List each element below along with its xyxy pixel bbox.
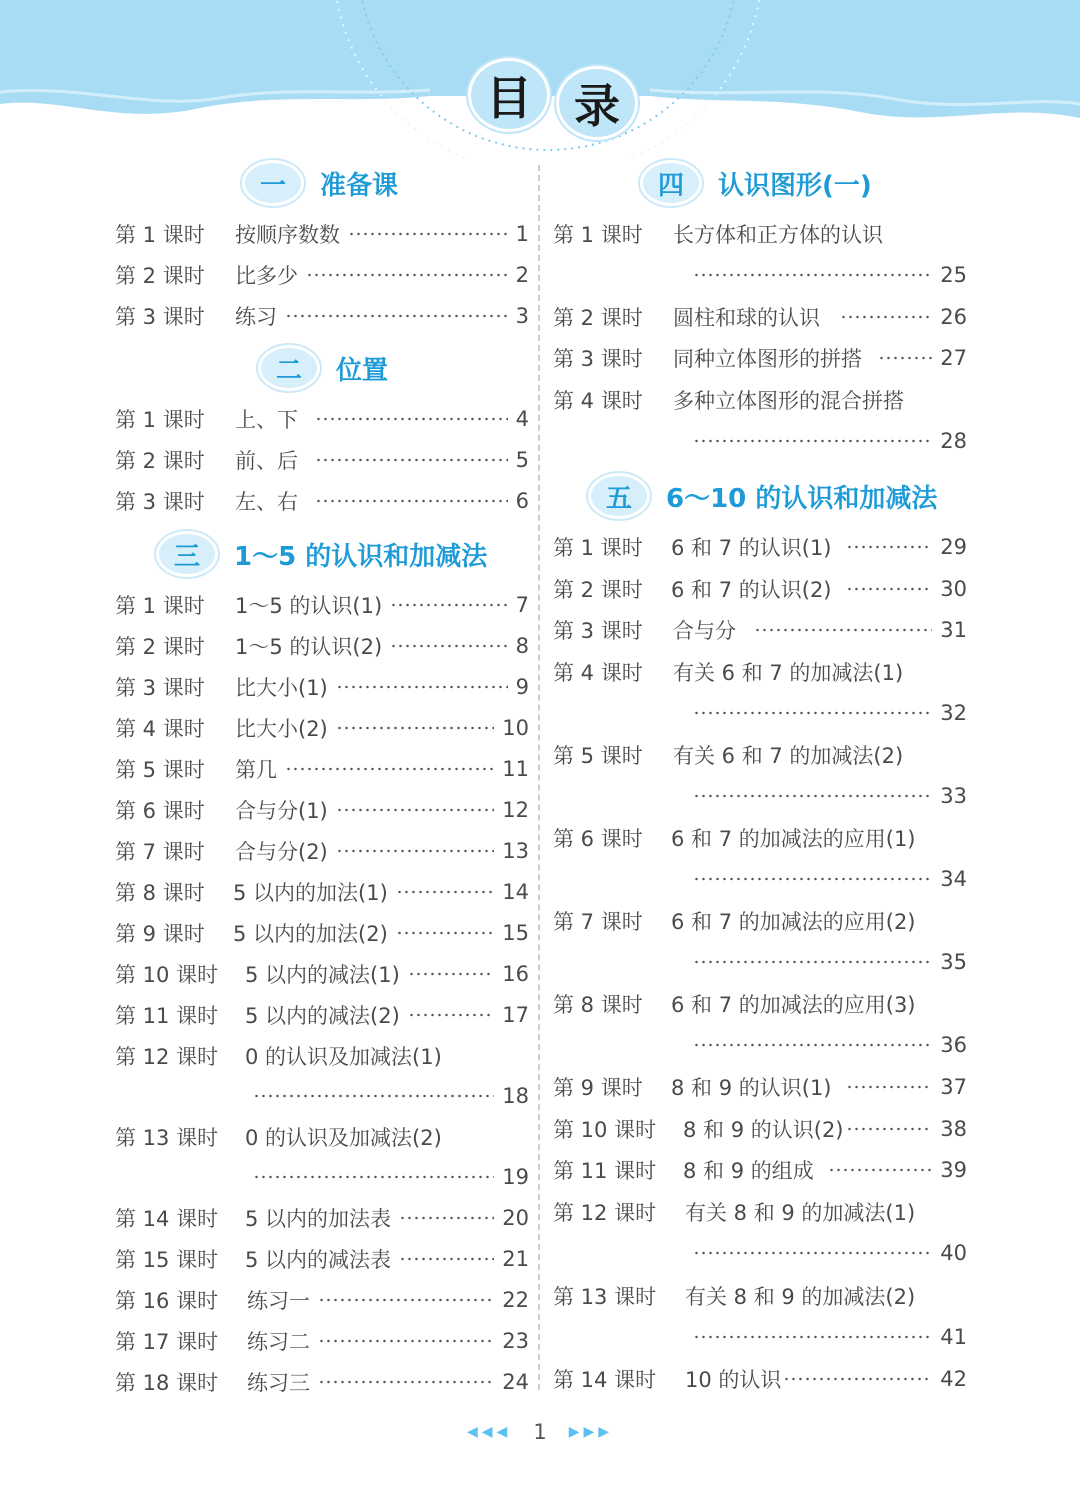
dot-leader bbox=[693, 960, 932, 964]
topic-label: 有关 6 和 7 的加减法(1) bbox=[673, 661, 904, 685]
topic-label: 前、后 bbox=[235, 449, 298, 473]
page-number: 31 bbox=[940, 618, 967, 642]
toc-entry[interactable] bbox=[115, 958, 529, 990]
toc-entry-continuation[interactable] bbox=[685, 1029, 967, 1061]
section-header-5 bbox=[588, 471, 937, 521]
toc-entry-continuation[interactable] bbox=[245, 1161, 529, 1193]
toc-entry[interactable] bbox=[553, 301, 967, 333]
footer-page-number: 1 bbox=[533, 1420, 547, 1444]
toc-entry-continuation[interactable] bbox=[685, 1321, 967, 1353]
dot-leader bbox=[408, 1013, 494, 1017]
dot-leader bbox=[306, 273, 508, 277]
toc-entry[interactable] bbox=[115, 1325, 529, 1357]
toc-entry[interactable] bbox=[553, 218, 967, 250]
title-char-lu: 录 bbox=[556, 66, 638, 140]
page-number: 32 bbox=[940, 701, 967, 725]
page-number: 17 bbox=[502, 1003, 529, 1027]
toc-entry[interactable] bbox=[553, 342, 967, 374]
topic-label: 1～5 的认识(2) bbox=[235, 635, 383, 659]
dot-leader bbox=[846, 1085, 933, 1089]
lesson-label: 第 16 课时 bbox=[115, 1289, 219, 1313]
lesson-label: 第 4 课时 bbox=[553, 389, 643, 413]
page-number: 14 bbox=[502, 880, 529, 904]
page-number: 42 bbox=[940, 1367, 967, 1391]
section-header-1 bbox=[242, 158, 398, 208]
dot-leader bbox=[828, 1168, 933, 1172]
page-number: 36 bbox=[940, 1033, 967, 1057]
column-divider bbox=[538, 165, 540, 1390]
lesson-label: 第 2 课时 bbox=[115, 264, 205, 288]
page-number: 23 bbox=[502, 1329, 529, 1353]
dot-leader bbox=[336, 808, 495, 812]
toc-entry[interactable] bbox=[115, 630, 529, 662]
toc-entry[interactable] bbox=[115, 300, 529, 332]
dot-leader bbox=[693, 877, 932, 881]
toc-entry[interactable] bbox=[115, 1202, 529, 1234]
toc-entry[interactable] bbox=[553, 988, 967, 1020]
topic-label: 第几 bbox=[235, 758, 277, 782]
toc-entry-continuation[interactable] bbox=[685, 1237, 967, 1269]
toc-entry[interactable] bbox=[115, 835, 529, 867]
lesson-label: 第 6 课时 bbox=[553, 827, 643, 851]
topic-label: 5 以内的减法(1) bbox=[245, 963, 400, 987]
toc-entry-continuation[interactable] bbox=[685, 780, 967, 812]
topic-label: 6 和 7 的加减法的应用(1) bbox=[671, 827, 916, 851]
page-number: 27 bbox=[940, 346, 967, 370]
page-number: 37 bbox=[940, 1075, 967, 1099]
lesson-label: 第 5 课时 bbox=[553, 744, 643, 768]
toc-entry[interactable] bbox=[115, 794, 529, 826]
toc-entry[interactable] bbox=[553, 1280, 967, 1312]
lesson-label: 第 8 课时 bbox=[553, 993, 643, 1017]
toc-entry[interactable] bbox=[115, 589, 529, 621]
section-title: 1～5 的认识和加减法 bbox=[234, 541, 488, 572]
page-number: 18 bbox=[502, 1084, 529, 1108]
topic-label: 练习二 bbox=[247, 1330, 310, 1354]
topic-label: 0 的认识及加减法(2) bbox=[245, 1126, 442, 1150]
page-number: 28 bbox=[940, 429, 967, 453]
section-title: 认识图形(一) bbox=[718, 170, 872, 201]
lesson-label: 第 18 课时 bbox=[115, 1371, 219, 1395]
page-number: 16 bbox=[502, 962, 529, 986]
page-number: 12 bbox=[502, 798, 529, 822]
section-badge: 五 bbox=[588, 473, 650, 519]
lesson-label: 第 10 课时 bbox=[553, 1118, 657, 1142]
dot-leader bbox=[336, 726, 495, 730]
toc-entry[interactable] bbox=[115, 1243, 529, 1275]
topic-label: 6 和 7 的加减法的应用(3) bbox=[671, 993, 916, 1017]
page-number: 26 bbox=[940, 305, 967, 329]
toc-entry[interactable] bbox=[553, 614, 967, 646]
lesson-label: 第 14 课时 bbox=[553, 1368, 657, 1392]
toc-entry[interactable] bbox=[115, 485, 529, 517]
dot-leader bbox=[693, 1043, 932, 1047]
page-number: 11 bbox=[502, 757, 529, 781]
lesson-label: 第 2 课时 bbox=[553, 306, 643, 330]
page-number: 41 bbox=[940, 1325, 967, 1349]
topic-label: 5 以内的减法(2) bbox=[245, 1004, 400, 1028]
topic-label: 6 和 7 的认识(1) bbox=[671, 536, 832, 560]
dot-leader bbox=[390, 603, 507, 607]
topic-label: 同种立体图形的拼搭 bbox=[673, 347, 862, 371]
lesson-label: 第 3 课时 bbox=[553, 347, 643, 371]
lesson-label: 第 3 课时 bbox=[115, 490, 205, 514]
topic-label: 有关 6 和 7 的加减法(2) bbox=[673, 744, 904, 768]
lesson-label: 第 8 课时 bbox=[115, 881, 205, 905]
section-header-2 bbox=[258, 343, 388, 393]
topic-label: 8 和 9 的组成 bbox=[683, 1159, 814, 1183]
lesson-label: 第 1 课时 bbox=[553, 223, 643, 247]
toc-entry[interactable] bbox=[553, 531, 967, 563]
topic-label: 10 的认识 bbox=[685, 1368, 782, 1392]
dot-leader bbox=[846, 1127, 933, 1131]
lesson-label: 第 5 课时 bbox=[115, 758, 205, 782]
dot-leader bbox=[754, 628, 932, 632]
topic-label: 比多少 bbox=[235, 264, 298, 288]
topic-label: 5 以内的减法表 bbox=[245, 1248, 392, 1272]
dot-leader bbox=[390, 644, 507, 648]
page-number: 29 bbox=[940, 535, 967, 559]
toc-entry[interactable] bbox=[115, 1121, 529, 1153]
section-header-3 bbox=[156, 529, 487, 579]
toc-entry-continuation[interactable] bbox=[685, 697, 967, 729]
toc-entry-continuation[interactable] bbox=[685, 259, 967, 291]
lesson-label: 第 11 课时 bbox=[115, 1004, 219, 1028]
page-number: 35 bbox=[940, 950, 967, 974]
topic-label: 合与分(2) bbox=[235, 840, 328, 864]
dot-leader bbox=[315, 417, 508, 421]
toc-entry[interactable] bbox=[115, 712, 529, 744]
section-title: 6～10 的认识和加减法 bbox=[666, 483, 938, 514]
page-number: 7 bbox=[515, 593, 529, 617]
lesson-label: 第 3 课时 bbox=[115, 305, 205, 329]
section-badge: 一 bbox=[242, 160, 304, 206]
topic-label: 合与分(1) bbox=[235, 799, 328, 823]
dot-leader bbox=[783, 1377, 932, 1381]
dot-leader bbox=[846, 545, 933, 549]
page-number: 13 bbox=[502, 839, 529, 863]
topic-label: 合与分 bbox=[673, 619, 736, 643]
topic-label: 6 和 7 的加减法的应用(2) bbox=[671, 910, 916, 934]
topic-label: 练习 bbox=[235, 305, 277, 329]
page-number: 38 bbox=[940, 1117, 967, 1141]
lesson-label: 第 2 课时 bbox=[115, 449, 205, 473]
topic-label: 有关 8 和 9 的加减法(2) bbox=[685, 1285, 916, 1309]
page-number: 4 bbox=[515, 407, 529, 431]
lesson-label: 第 1 课时 bbox=[553, 536, 643, 560]
page-footer bbox=[0, 1416, 1080, 1448]
dot-leader bbox=[396, 931, 494, 935]
toc-entry[interactable] bbox=[115, 218, 529, 250]
lesson-label: 第 2 课时 bbox=[553, 578, 643, 602]
topic-label: 有关 8 和 9 的加减法(1) bbox=[685, 1201, 916, 1225]
lesson-label: 第 15 课时 bbox=[115, 1248, 219, 1272]
dot-leader bbox=[285, 314, 508, 318]
lesson-label: 第 1 课时 bbox=[115, 223, 205, 247]
dot-leader bbox=[348, 232, 508, 236]
lesson-label: 第 11 课时 bbox=[553, 1159, 657, 1183]
page-number: 2 bbox=[515, 263, 529, 287]
section-badge: 四 bbox=[640, 160, 702, 206]
page-number: 5 bbox=[515, 448, 529, 472]
toc-entry[interactable] bbox=[553, 739, 967, 771]
toc-entry[interactable] bbox=[553, 1071, 967, 1103]
page-number: 39 bbox=[940, 1158, 967, 1182]
topic-label: 圆柱和球的认识 bbox=[673, 306, 820, 330]
toc-entry[interactable] bbox=[115, 999, 529, 1031]
topic-label: 按顺序数数 bbox=[235, 223, 340, 247]
lesson-label: 第 1 课时 bbox=[115, 408, 205, 432]
page-number: 1 bbox=[515, 222, 529, 246]
lesson-label: 第 3 课时 bbox=[553, 619, 643, 643]
page-number: 21 bbox=[502, 1247, 529, 1271]
lesson-label: 第 3 课时 bbox=[115, 676, 205, 700]
toc-entry[interactable] bbox=[115, 444, 529, 476]
page-number: 3 bbox=[515, 304, 529, 328]
page-number: 15 bbox=[502, 921, 529, 945]
page-number: 10 bbox=[502, 716, 529, 740]
section-badge: 二 bbox=[258, 345, 320, 391]
section-title: 准备课 bbox=[320, 170, 399, 201]
topic-label: 多种立体图形的混合拼搭 bbox=[673, 389, 904, 413]
toc-entry-continuation[interactable] bbox=[685, 425, 967, 457]
lesson-label: 第 13 课时 bbox=[115, 1126, 219, 1150]
page-number: 24 bbox=[502, 1370, 529, 1394]
topic-label: 左、右 bbox=[235, 490, 298, 514]
lesson-label: 第 12 课时 bbox=[115, 1045, 219, 1069]
topic-label: 比大小(1) bbox=[235, 676, 328, 700]
lesson-label: 第 7 课时 bbox=[553, 910, 643, 934]
lesson-label: 第 17 课时 bbox=[115, 1330, 219, 1354]
toc-entry[interactable] bbox=[553, 1154, 967, 1186]
lesson-label: 第 7 课时 bbox=[115, 840, 205, 864]
topic-label: 练习一 bbox=[247, 1289, 310, 1313]
dot-leader bbox=[315, 458, 508, 462]
toc-entry[interactable] bbox=[115, 876, 529, 908]
topic-label: 0 的认识及加减法(1) bbox=[245, 1045, 442, 1069]
toc-entry[interactable] bbox=[553, 656, 967, 688]
page-number: 19 bbox=[502, 1165, 529, 1189]
toc-entry[interactable] bbox=[553, 822, 967, 854]
topic-label: 5 以内的加法(2) bbox=[233, 922, 388, 946]
lesson-label: 第 2 课时 bbox=[115, 635, 205, 659]
lesson-label: 第 14 课时 bbox=[115, 1207, 219, 1231]
page-number: 20 bbox=[502, 1206, 529, 1230]
arrow-left-icon: ◀◀◀ bbox=[467, 1424, 512, 1440]
page-number: 8 bbox=[515, 634, 529, 658]
lesson-label: 第 6 课时 bbox=[115, 799, 205, 823]
toc-entry[interactable] bbox=[553, 573, 967, 605]
toc-entry[interactable] bbox=[553, 1196, 967, 1228]
dot-leader bbox=[399, 1257, 494, 1261]
toc-entry[interactable] bbox=[115, 403, 529, 435]
toc-entry[interactable] bbox=[115, 753, 529, 785]
topic-label: 5 以内的加法表 bbox=[245, 1207, 392, 1231]
dot-leader bbox=[399, 1216, 494, 1220]
dot-leader bbox=[693, 1335, 932, 1339]
dot-leader bbox=[318, 1380, 494, 1384]
page-number: 34 bbox=[940, 867, 967, 891]
toc-entry[interactable] bbox=[115, 1284, 529, 1316]
title-char-mu: 目 bbox=[468, 58, 550, 132]
toc-entry[interactable] bbox=[553, 384, 967, 416]
lesson-label: 第 9 课时 bbox=[553, 1076, 643, 1100]
toc-entry[interactable] bbox=[115, 1040, 529, 1072]
toc-entry[interactable] bbox=[115, 1366, 529, 1398]
lesson-label: 第 4 课时 bbox=[115, 717, 205, 741]
toc-entry[interactable] bbox=[553, 905, 967, 937]
page-number: 6 bbox=[515, 489, 529, 513]
dot-leader bbox=[336, 685, 508, 689]
topic-label: 比大小(2) bbox=[235, 717, 328, 741]
toc-entry[interactable] bbox=[115, 671, 529, 703]
topic-label: 8 和 9 的认识(1) bbox=[671, 1076, 832, 1100]
toc-entry[interactable] bbox=[115, 259, 529, 291]
dot-leader bbox=[693, 794, 932, 798]
page-number: 30 bbox=[940, 577, 967, 601]
lesson-label: 第 1 课时 bbox=[115, 594, 205, 618]
topic-label: 1～5 的认识(1) bbox=[235, 594, 383, 618]
dot-leader bbox=[318, 1339, 494, 1343]
page-number: 33 bbox=[940, 784, 967, 808]
dot-leader bbox=[285, 767, 494, 771]
dot-leader bbox=[408, 972, 494, 976]
dot-leader bbox=[253, 1175, 494, 1179]
dot-leader bbox=[846, 587, 933, 591]
toc-entry-continuation[interactable] bbox=[685, 946, 967, 978]
dot-leader bbox=[253, 1094, 494, 1098]
topic-label: 8 和 9 的认识(2) bbox=[683, 1118, 844, 1142]
toc-entry-continuation[interactable] bbox=[685, 863, 967, 895]
page-number: 22 bbox=[502, 1288, 529, 1312]
toc-entry[interactable] bbox=[115, 917, 529, 949]
toc-entry[interactable] bbox=[553, 1113, 967, 1145]
lesson-label: 第 4 课时 bbox=[553, 661, 643, 685]
dot-leader bbox=[840, 315, 932, 319]
arrow-right-icon: ▶▶▶ bbox=[568, 1424, 613, 1440]
page-number: 9 bbox=[515, 675, 529, 699]
dot-leader bbox=[693, 439, 932, 443]
dot-leader bbox=[336, 849, 495, 853]
page-number: 25 bbox=[940, 263, 967, 287]
dot-leader bbox=[315, 499, 508, 503]
dot-leader bbox=[318, 1298, 494, 1302]
header-banner bbox=[0, 0, 1080, 160]
topic-label: 上、下 bbox=[235, 408, 298, 432]
page-number: 40 bbox=[940, 1241, 967, 1265]
topic-label: 练习三 bbox=[247, 1371, 310, 1395]
dot-leader bbox=[693, 273, 932, 277]
toc-entry[interactable] bbox=[553, 1363, 967, 1395]
lesson-label: 第 10 课时 bbox=[115, 963, 219, 987]
topic-label: 5 以内的加法(1) bbox=[233, 881, 388, 905]
dot-leader bbox=[693, 1251, 932, 1255]
section-title: 位置 bbox=[336, 355, 389, 386]
dot-leader bbox=[396, 890, 494, 894]
topic-label: 6 和 7 的认识(2) bbox=[671, 578, 832, 602]
lesson-label: 第 9 课时 bbox=[115, 922, 205, 946]
lesson-label: 第 12 课时 bbox=[553, 1201, 657, 1225]
topic-label: 长方体和正方体的认识 bbox=[673, 223, 883, 247]
lesson-label: 第 13 课时 bbox=[553, 1285, 657, 1309]
dot-leader bbox=[878, 356, 932, 360]
section-header-4 bbox=[640, 158, 872, 208]
dot-leader bbox=[693, 711, 932, 715]
section-badge: 三 bbox=[156, 531, 218, 577]
toc-entry-continuation[interactable] bbox=[245, 1080, 529, 1112]
